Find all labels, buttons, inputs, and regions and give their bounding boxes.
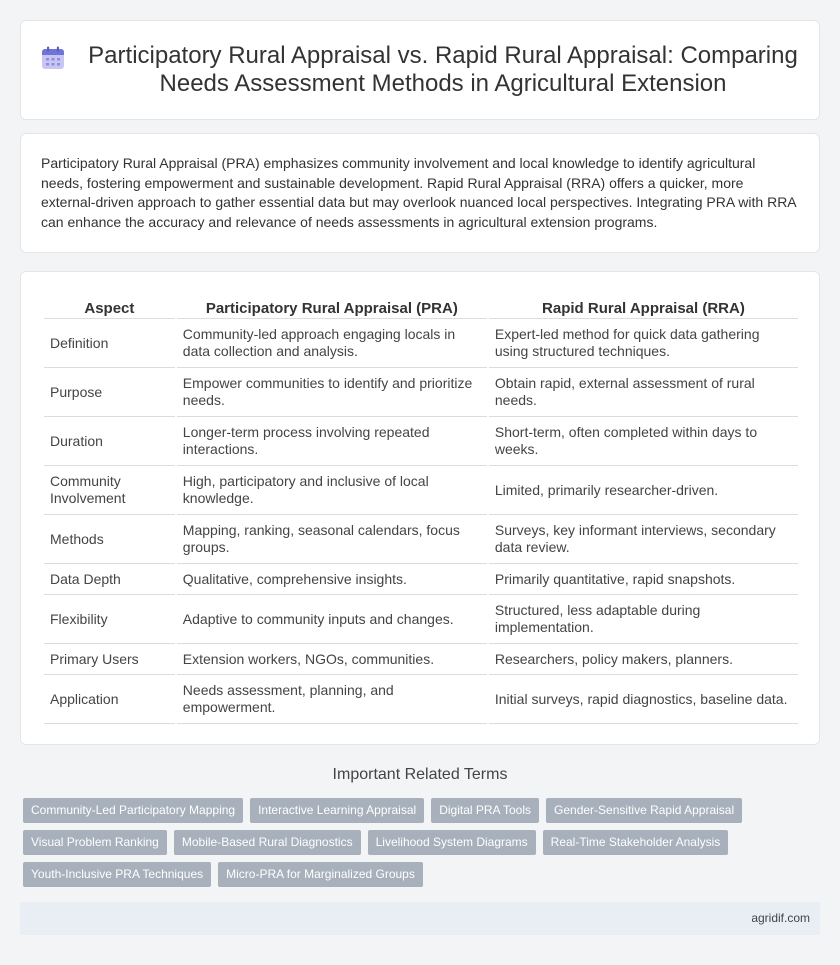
cell-rra: Expert-led method for quick data gathering using structured techniques. [489,319,798,368]
related-term-tag[interactable]: Visual Problem Ranking [23,830,167,855]
table-row [44,595,798,644]
table-row [44,515,798,564]
cell-rra: Surveys, key informant interviews, secondary data review. [489,515,798,564]
column-header-pra: Participatory Rural Appraisal (PRA) [177,295,487,319]
intro-paragraph: Participatory Rural Appraisal (PRA) emphasizes community involvement and local knowledge to identify agricultural needs, fostering empowerment and sustainable development. Rapid Rural Appraisal (RRA) offers a quicker, more external-driven approach to gather essential data but may overlook nuanced local perspectives. Integrating PRA with RRA can enhance the accuracy and relevance of needs assessments in agricultural extension programs. [41,155,796,230]
cell-pra: Longer-term process involving repeated interactions. [177,417,487,466]
column-header-aspect: Aspect [44,295,175,319]
related-term-tag[interactable]: Digital PRA Tools [431,798,539,823]
cell-pra: Community-led approach engaging locals in data collection and analysis. [177,319,487,368]
table-row [44,466,798,515]
cell-aspect: Data Depth [44,564,175,595]
page-title: Participatory Rural Appraisal vs. Rapid Rural Appraisal: Comparing Needs Assessment Methods in Agricultural Extension [88,42,798,97]
related-term-tag[interactable]: Real-Time Stakeholder Analysis [543,830,729,855]
related-terms-title: Important Related Terms [332,766,508,783]
related-term-tag[interactable]: Livelihood System Diagrams [368,830,536,855]
cell-aspect: Definition [44,319,175,368]
cell-aspect: Primary Users [44,644,175,675]
table-row [44,644,798,675]
table-header-row [44,295,798,319]
cell-pra: Mapping, ranking, seasonal calendars, focus groups. [177,515,487,564]
header [40,42,800,98]
intro-card [20,133,820,253]
related-term-tag[interactable]: Micro-PRA for Marginalized Groups [218,862,423,887]
comparison-table-card [20,271,820,745]
cell-rra: Structured, less adaptable during implementation. [489,595,798,644]
cell-aspect: Duration [44,417,175,466]
related-term-tag[interactable]: Youth-Inclusive PRA Techniques [23,862,211,887]
related-term-tag[interactable]: Interactive Learning Appraisal [250,798,424,823]
cell-rra: Primarily quantitative, rapid snapshots. [489,564,798,595]
related-terms-list [23,798,823,894]
cell-aspect: Methods [44,515,175,564]
cell-pra: Adaptive to community inputs and changes. [177,595,487,644]
calendar-icon [40,45,66,71]
cell-pra: High, participatory and inclusive of local knowledge. [177,466,487,515]
cell-aspect: Application [44,675,175,724]
cell-pra: Qualitative, comprehensive insights. [177,564,487,595]
column-header-rra: Rapid Rural Appraisal (RRA) [489,295,798,319]
cell-aspect: Community Involvement [44,466,175,515]
cell-pra: Extension workers, NGOs, communities. [177,644,487,675]
table-row [44,675,798,724]
cell-rra: Obtain rapid, external assessment of rural needs. [489,368,798,417]
cell-rra: Short-term, often completed within days to weeks. [489,417,798,466]
cell-aspect: Flexibility [44,595,175,644]
table-row [44,417,798,466]
footer [20,902,820,935]
cell-rra: Researchers, policy makers, planners. [489,644,798,675]
table-row [44,564,798,595]
table-row [44,319,798,368]
footer-site-link[interactable]: agridif.com [751,911,810,925]
cell-aspect: Purpose [44,368,175,417]
cell-pra: Empower communities to identify and prioritize needs. [177,368,487,417]
related-term-tag[interactable]: Community-Led Participatory Mapping [23,798,243,823]
cell-rra: Initial surveys, rapid diagnostics, baseline data. [489,675,798,724]
related-term-tag[interactable]: Gender-Sensitive Rapid Appraisal [546,798,742,823]
cell-pra: Needs assessment, planning, and empowerment. [177,675,487,724]
comparison-table [42,295,800,724]
related-term-tag[interactable]: Mobile-Based Rural Diagnostics [174,830,361,855]
header-card [20,20,820,120]
table-row [44,368,798,417]
cell-rra: Limited, primarily researcher-driven. [489,466,798,515]
